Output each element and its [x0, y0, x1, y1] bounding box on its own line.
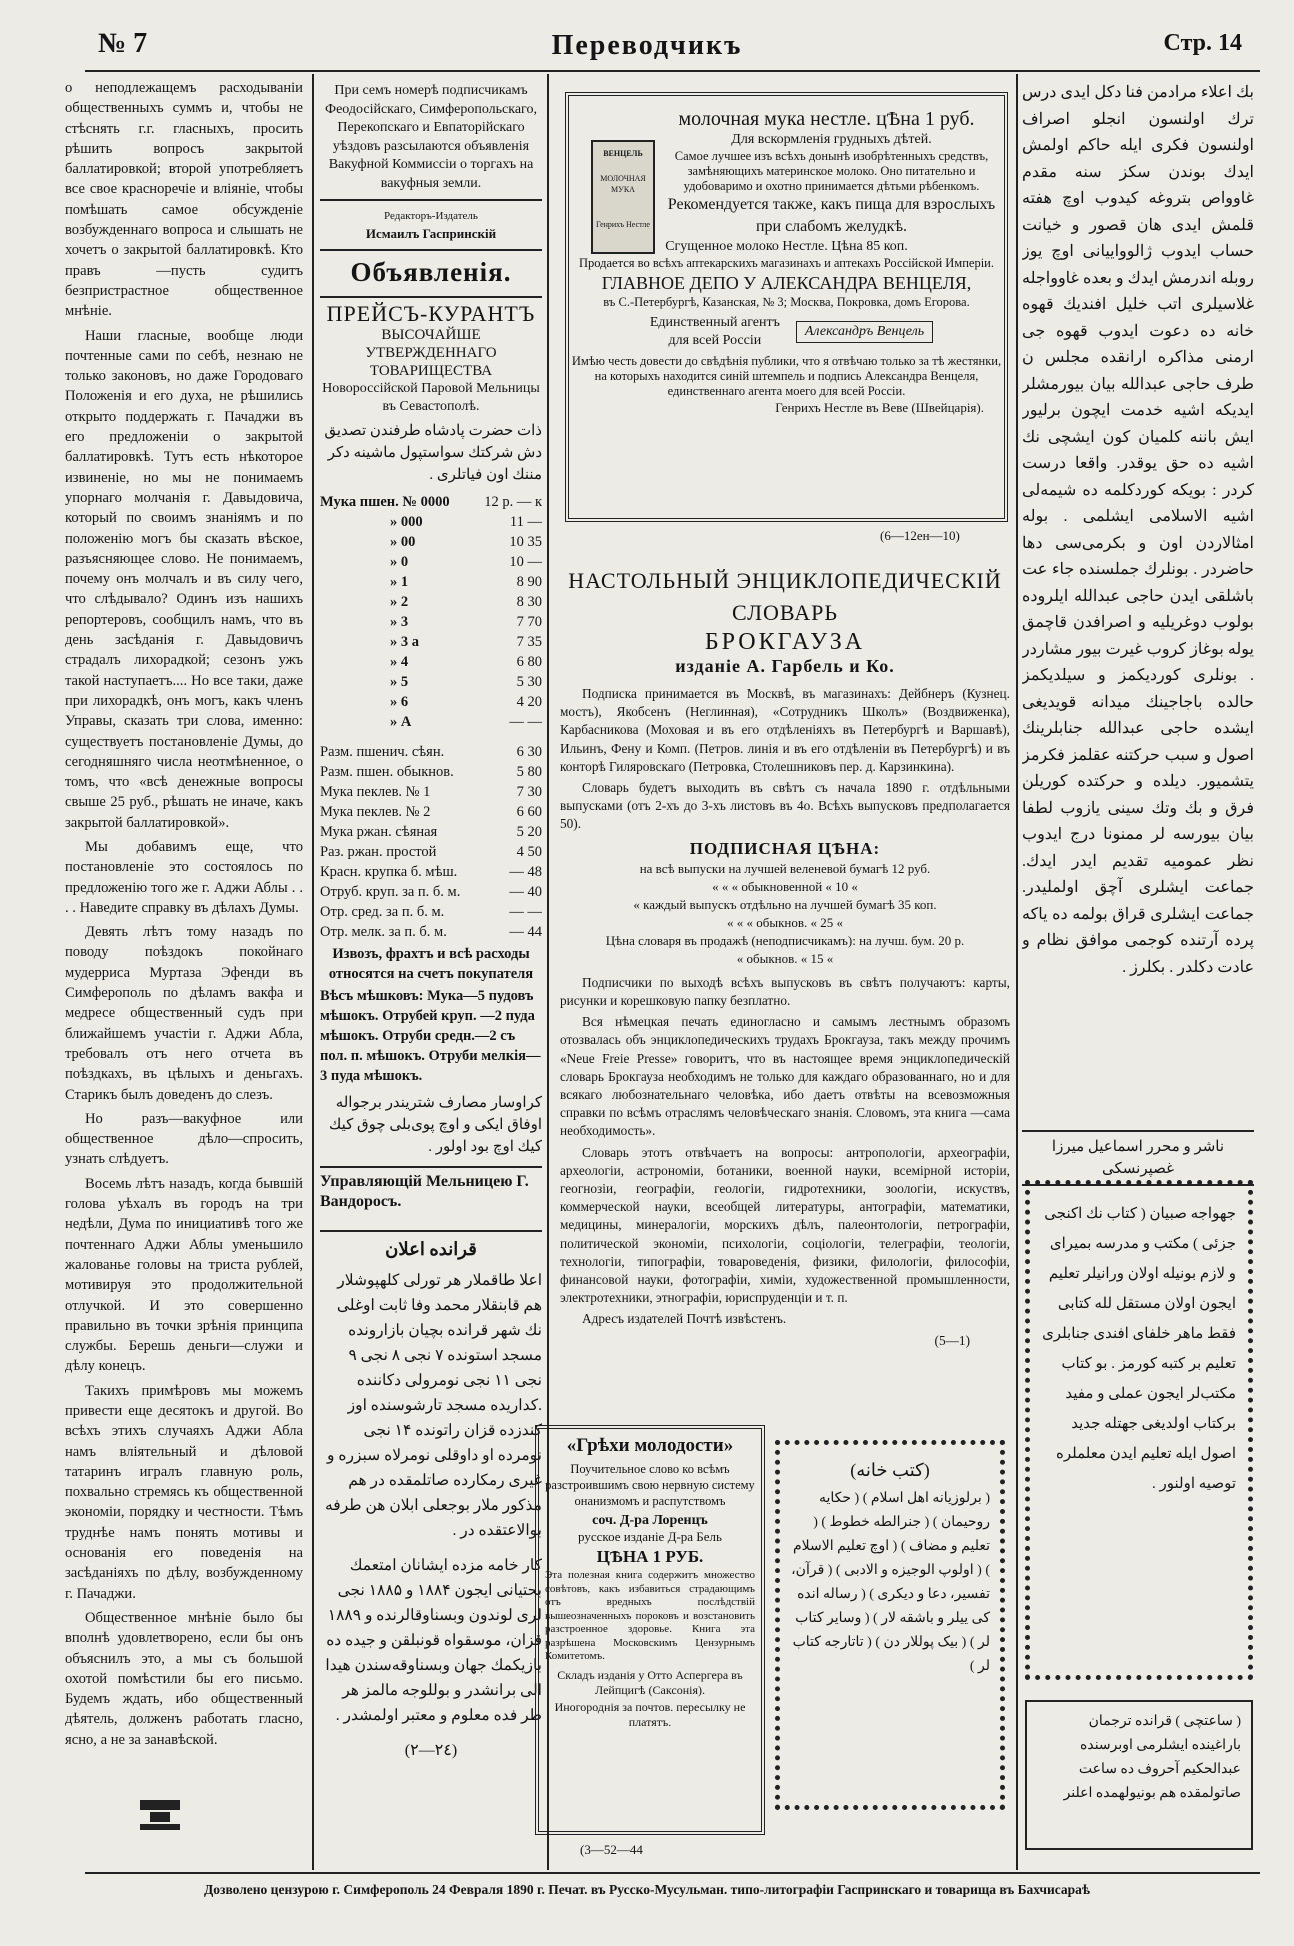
- product-price: — 40: [509, 884, 542, 900]
- flour-price: 10 —: [509, 554, 542, 570]
- vakuf-notice: При семъ номерѣ подписчикамъ Феодосiйскаго, Симферопольскаго, Перекопскаго и Евпаторiйскаго уѣздовъ разсылаются объявленiя Вакуфной Коммиссiи о торгахъ на вакуфныя земли.: [325, 83, 537, 191]
- kazan-ad-title: قرانده اعلان: [385, 1239, 477, 1259]
- flour-price-row: [320, 672, 542, 692]
- other-price-row: [320, 762, 542, 782]
- ads-heading: Объявленiя.: [350, 257, 512, 287]
- nestle-advert: [565, 92, 1008, 522]
- product-price: — —: [509, 904, 542, 920]
- sins-price: ЦѢНА 1 РУБ.: [596, 1547, 704, 1566]
- flour-grade: » 00: [390, 534, 416, 550]
- flour-price: 12 р. — к: [484, 494, 542, 510]
- product-price: — 44: [509, 924, 542, 940]
- article-paragraph: Мы добавимъ еще, что постановленiе это состоялось по предложенiю того же г. Аджи Аблы . . . . Наведите справку въ дѣлахъ Думы.: [65, 838, 303, 916]
- subscription-price-row: на всѣ выпуски на лучшей веленевой бумагѣ 12 руб.: [639, 860, 931, 876]
- watchmaker-text: ( ساعتچی ) قرانده ترجمان باراغینده ایشلرمی اوبرسنده عبدالحکیم آحروف ده ساعت صاتولمقده هم بونیولهمده اعلنر: [1063, 1714, 1241, 1801]
- flour-price-row: [320, 492, 542, 512]
- tin-label-bot: Генрихъ Нестле: [596, 220, 650, 229]
- flour-price-row: [320, 552, 542, 572]
- other-price-row: [320, 922, 542, 942]
- page-number: Стр. 14: [1163, 30, 1242, 56]
- product-name: Разм. пшен. обыкнов.: [320, 764, 454, 780]
- brockhaus-p4: Вся нѣмецкая печать единогласно и самымъ лестнымъ образомъ отозвалась объ энциклопедическихъ трудахъ Брокгауза, такъ между прочимъ «Neue Freie Presse» говоритъ, что въ настоящее время энциклопедическiй словарь Брокгауза необходимъ не только для каждаго образованнаго, но и для всякаго любознательнаго человѣка, ибо даетъ отвѣты на всевозможныя справки по всѣмъ отраслямъ человѣческаго знанiя. Словомъ, эта книга —сама необходимость».: [560, 1014, 1010, 1139]
- subscription-price-row: « « « обыкнов. « 25 «: [726, 914, 843, 930]
- agent-signature: Александръ Венцель: [796, 321, 933, 343]
- flour-price: 7 35: [516, 634, 542, 650]
- bookshop-advert: [775, 1440, 1005, 1810]
- flour-price: 5 30: [516, 674, 542, 690]
- article-paragraph: Но разъ—вакуфное или общественное дѣло—спросить, узнать слѣдуетъ.: [65, 1110, 303, 1168]
- other-price-row: [320, 782, 542, 802]
- brockhaus-p1: Подписка принимается въ Москвѣ, въ магазинахъ: Дейбнеръ (Кузнец. мостъ), Якобсенъ (Неглинная), «Сотрудникъ Школъ» (Воздвиженка), Карбасникова (Моховая и въ его отдѣленiяхъ въ Петербургѣ и Варшавѣ), Ильинъ, Фену и Комп. (Петров. линiя и въ его отдѣленiи въ Петербургѣ) и въ конторѣ Гиляровскаго (Петровка, Столешниковъ пер. д. Карзинкина).: [560, 686, 1010, 774]
- sins-of-youth-advert: [535, 1425, 765, 1835]
- nestle-sign-off: Генрихъ Нестле въ Веве (Швейцарiя).: [775, 400, 984, 415]
- issue-number: № 7: [98, 28, 148, 59]
- flour-grade: » 5: [390, 674, 409, 690]
- flour-price: 8 30: [516, 594, 542, 610]
- article-paragraph: Девять лѣтъ тому назадъ по поводу поѣздокъ покойнаго мудерриса Муртаза Эфенди въ Симферополь по дѣламъ вакфа и медресе общественный судъ при ближайшемъ участiи г. Аджи Абла, требовалъ отъ него отчета въ поѣздкахъ, въ цѣлыхъ и деньгахъ. Старикъ былъ доведенъ до слезъ.: [65, 924, 303, 1103]
- flour-price-row: [320, 572, 542, 592]
- flour-grade: » 6: [390, 694, 409, 710]
- editor-name: Исмаилъ Гаспринскiй: [365, 226, 497, 241]
- subscription-prices: [560, 860, 1010, 968]
- ornament-icon: [140, 1800, 180, 1840]
- flour-price-row: [320, 532, 542, 552]
- milk-tin-image: [591, 140, 655, 254]
- flour-price: — —: [509, 714, 542, 730]
- article-paragraph: Наши гласные, вообще люди почтенные сами по себѣ, незнаю не только законовъ, но даже Городоваго Положенiя и его духа, не рѣшились открыто поддержать г. Пачаджи въ его предложенiи о закрытой баллатировкѣ. Тутъ есть нѣкоторое извиненiе, но мы не понимаемъ упорнаго молчанiя г. Давыдовича, который по своимъ знанiямъ и по положенiю могъ бы сказать вѣское, разъясняющее слово. Не понимаемъ, почему онъ молчалъ и въ силу чего, что слѣдывало? Одинъ изъ нашихъ репортеровъ, сообщилъ намъ, что въ день засѣданiя г. Давыдовичъ страдалъ лихорадкой; сезонъ ужъ такой наступаетъ.... Но все таки, даже при лихорадкѣ, онъ могъ, какъ членъ Управы, сказать три слова, именно: существуетъ постановленiе Думы, до сегодняшняго числа неотмѣненное, о томъ, что «всѣ денежные вопросы свыше 25 руб., рѣшать не иначе, какъ закрытой баллатировкой».: [65, 327, 303, 831]
- other-price-row: [320, 842, 542, 862]
- subscription-price-row: « обыкнов. « 15 «: [736, 950, 834, 966]
- brockhaus-p5: Словарь этотъ отвѣчаетъ на вопросы: антропологiи, археографiи, археологiи, астрономiи, ботаники, военной науки, всемiрной исторiи, геогнозiи, географiи, геологiи, гидротехники, зоологiи, искуствъ, коммерческой науки, всеобщей литературы, антографiи, математики, медицины, минералогiи, морскихъ дѣлъ, палеонтологiи, петрографiи, политической экономiи, психологiи, соцiологiи, телеграфiи, теологiи, технологiи, типографiи, товароведенiя, физики, филологiи, философiи, финансовой науки, фотографiи, химiи, художественной промышленности, электротехники, этнографiи, юриспруденцiи и т. п.: [560, 1144, 1010, 1306]
- nestle-depot-address: въ С.-Петербургѣ, Казанская, № 3; Москва, Покровка, домъ Егорова.: [603, 295, 970, 309]
- article-paragraph: Такихъ примѣровъ мы можемъ привести еще десятокъ и другой. Во всѣхъ этихъ случаяхъ Аджи Абла намъ влiятельный и дѣловой татаринъ игралъ главную роль, похвально стремясь къ общественной экономiи, порядку и честности. Тѣмъ труднѣе намъ понять мотивы и основанiя его поведенiя на засѣданiяхъ по дѣлу, возбужденному г. Пачаджи.: [65, 1382, 303, 1602]
- bookshop-text: ( برلوزیانه اهل اسلام ) ( حکایه روحیمان ) ( جنرالطه خطوط ) ( تعلیم و مضاف ) ( اوچ تعلیم الاسلام ) ( اولوپ الوجیزه و الادبی ) ( قرآن، تفسیر، دعا و دیکری ) ( رساله انده کی ییلر و باشقه لار ) ( وسایر کتاب لر ) ( بیک پوللار دن ) ( تاتارجه کتاب لر ): [791, 1491, 990, 1674]
- flour-grade: Мука пшен. № 0000: [320, 494, 450, 510]
- nestle-honor-note: Имѣю честь довести до свѣдѣнiя публики, что я отвѣчаю только за тѣ жестянки, на которыхъ находится синiй штемпель и подпись Александра Венцеля, единственнаго агента моего для всей Россiи.: [571, 354, 1002, 398]
- product-name: Мука ржан. сѣяная: [320, 824, 438, 840]
- price-list-title: ПРЕЙСЪ-КУРАНТЪ: [326, 301, 536, 326]
- nestle-agent-row: [569, 314, 1004, 350]
- brockhaus-body: [560, 685, 1010, 1350]
- kazan-ad-text: اعلا طاقملار هر تورلی کلهپوشلار هم قابنقلار محمد وفا ثابت اوغلی نك شهر قرانده بچیان بازارونده مسجد استونده ۷ نجی ۸ نجی ۹ نجی ۱۱ نجی نومرولی دکاننده .کداریده مسجد تارشوسنده اوز کندزده قزان راتونده ۱۴ نجی نومرده او داوقلی نومرلاه سبزره و غیری رمکارده صاتلمقده در هم مذکور ملار بوجعلی ابلان هن طرفه بوالاعتقده در .: [325, 1272, 542, 1539]
- brockhaus-name: БРОКГАУЗА: [704, 629, 866, 655]
- ottoman-article-column: [1022, 80, 1254, 1120]
- tin-label-mid: МОЛОЧНАЯ МУКА: [600, 174, 646, 194]
- flour-price: 7 70: [516, 614, 542, 630]
- editor-block: [320, 207, 542, 243]
- subscription-price-row: « « « обыкновенной « 10 «: [712, 878, 858, 894]
- flour-price: 4 20: [516, 694, 542, 710]
- watchmaker-advert: [1025, 1700, 1253, 1850]
- publisher-line: [1022, 1130, 1254, 1186]
- brockhaus-address: Адресъ издателей Почтѣ извѣстенъ.: [582, 1311, 787, 1327]
- other-price-list: [320, 742, 542, 942]
- flour-grade: » 000: [390, 514, 423, 530]
- shipping-note: Извозъ, фрахтъ и всѣ расходы относятся на счетъ покупателя: [328, 946, 534, 982]
- product-price: 6 60: [516, 804, 542, 820]
- subscription-heading: ПОДПИСНАЯ ЦѢНА:: [689, 838, 881, 858]
- nestle-title: молочная мука нестле. цѢна 1 руб.: [678, 108, 975, 130]
- brockhaus-edition: изданiе А. Гарбель и Ко.: [675, 656, 895, 676]
- flour-price-row: [320, 512, 542, 532]
- product-name: Мука пеклев. № 1: [320, 784, 431, 800]
- flour-price: 10 35: [509, 534, 542, 550]
- flour-price: 6 80: [516, 654, 542, 670]
- flour-grade: » 3: [390, 614, 409, 630]
- flour-price-row: [320, 632, 542, 652]
- subscription-price-row: Цѣна словаря въ продажѣ (неподписчикамъ): на лучш. бум. 20 р.: [605, 932, 965, 948]
- subscription-price-row: « каждый выпускъ отдѣльно на лучшей бумагѣ 35 коп.: [633, 896, 937, 912]
- kazan-ad-number: (۲—۲٤): [404, 1742, 458, 1759]
- flour-price-list: [320, 492, 542, 732]
- sins-author: соч. Д-ра Лоренцъ: [592, 1513, 708, 1528]
- sins-title: «Грѣхи молодости»: [566, 1435, 734, 1456]
- page-header: [0, 22, 1294, 66]
- other-price-row: [320, 742, 542, 762]
- flour-price-row: [320, 592, 542, 612]
- product-price: 5 80: [516, 764, 542, 780]
- product-price: 6 30: [516, 744, 542, 760]
- price-list-rtl-intro: ذات حضرت پادشاه طرفندن تصدیق دش شرکتك سواستپول ماشینه دکر مننك اون فیاتلری .: [324, 423, 542, 483]
- price-list-mill: Новороссiйской Паровой Мельницы въ Севастополѣ.: [322, 381, 540, 414]
- product-price: 4 50: [516, 844, 542, 860]
- product-price: 5 20: [516, 824, 542, 840]
- column-rule-3: [1016, 74, 1018, 1870]
- bookshop-title: (کتب خانه): [850, 1460, 930, 1480]
- censorship-footer: Дозволено цензурою г. Симферополь 24 Февраля 1890 г. Печат. въ Русско-Мусульман. типо-литографiи Гаспринскаго и товарища въ Бахчисараѣ: [203, 1882, 1090, 1897]
- flour-price: 8 90: [516, 574, 542, 590]
- flour-grade: » 0: [390, 554, 409, 570]
- flour-grade: » 3 а: [390, 634, 419, 650]
- article-paragraph: Восемь лѣтъ назадъ, когда бывшiй голова уѣхалъ въ городъ на три недѣли, Дума по инициативѣ того же почтеннаго Аджи Аблы уменьшило жалованье головы на триста рублей, мотивируя это продолжительной отлучкой. И это совершенно правильно въ точки зрѣнiя принципа службы. Берешь деньги—служи и дѣлу конецъ.: [65, 1175, 303, 1375]
- flour-price-row: [320, 692, 542, 712]
- flour-price-row: [320, 612, 542, 632]
- brockhaus-number: (5—1): [934, 1332, 970, 1348]
- product-price: 7 30: [516, 784, 542, 800]
- flour-grade: » А: [390, 714, 412, 730]
- other-price-row: [320, 862, 542, 882]
- product-name: Отруб. круп. за п. б. м.: [320, 884, 461, 900]
- flour-grade: » 1: [390, 574, 409, 590]
- mill-manager: Управляющiй Мельницею Г. Вандоросъ.: [320, 1173, 529, 1210]
- product-name: Разм. пшенич. сѣян.: [320, 744, 445, 760]
- nestle-line-4: Сгущенное молоко Нестле. Цѣна 85 коп.: [665, 239, 908, 254]
- brockhaus-p2: Словарь будетъ выходить въ свѣтъ съ начала 1890 г. отдѣльными выпусками (отъ 2-хъ до 3-хъ листовъ въ 4о. Всѣхъ выпусковъ предполагается 50).: [560, 780, 1010, 832]
- product-name: Раз. ржан. простой: [320, 844, 437, 860]
- other-price-row: [320, 882, 542, 902]
- brockhaus-title: НАСТОЛЬНЫЙ ЭНЦИКЛОПЕДИЧЕСКIЙ СЛОВАРЬ: [568, 568, 1002, 625]
- nestle-line-2: Самое лучшее изъ всѣхъ донынѣ изобрѣтенныхъ средствъ, замѣняющихъ материнское молоко. Оно питательно и удобоваримо и охотно принимается дѣтьми рѣбенкомъ.: [674, 149, 989, 193]
- sins-number: (3—52—44: [580, 1842, 643, 1857]
- ottoman-article-text: بك اعلاء مرادمن فنا دکل ایدی درس ترك اولنسون انجلو اصراف اولنسون فکری ایله حاکم اولمش ایدك بوندن سکز سنه مقدم غاوواص بتروغه کیدوب اوچ هفته قلمش ایدی هان قصور و خیانت حساب ایدوب ژالوواییانی اوچ یوز روبله اندرمش ایدك و بعده غاوواجله غلاسیلری اتب خلیل افندیك قهوه خانه ده دعوت ایدوب قهوه جی ارمنی مذاکره ارانقده مجلس ن طرف حاجی عبدالله بیان بیورمشلر ایدیکه اشیه خدمت ایچون برلیور ایش باننه کلمیان کون ایشچی نك اشیه ده حق یوقدر. واقعا درست کردر : بویکه کوردکلمه ده شیمه‌لی اشیه الاسلامی ایشلمی . بوله امثالاردن اون و بکرمی‌سی دها حاضردر . بونلرك جملسنده جاء عت باشلقی ایدن حاجی عبدالله ایلروده بولوب دوغریلیه و اصرافدن قاچمق یوله بوغاز کروب غیرت بیور مشاردر . بونلری کوردیکمز و سیلدیکمز حالده باجاجینك میدانه قویدیغی ایشده حاجی عبدالله جنابلرینك اصول و سبب حرکتنه عقلمز فکرمز یتشمیور. دیلده و حرکتده کوریلن فرق و بك وتك سینی یازوب لطفا بیان بیورسه لر ممنونا درج ایدوب نظر عمومیه تقدیم ایدر ایدك. جماعت ایشلری آچق اولملیدر. جماعت ایشلری قراق بولمه ده یاکه پرده آرتنده کوجمی موافق نظام و عادت دکلدر . بکلرز .: [1022, 84, 1254, 976]
- article-paragraph: о неподлежащемъ расходыванiи общественныхъ суммъ и, чтобы не стѣснять г.г. гласныхъ, просить рѣшить вопросъ закрытой баллатировкой; второй употребляетъ все свое красноречiе и влiянiе, чтобы помѣшать самое обсужденiе возбужденнаго вопроса и слышать не хочетъ о закрытой баллатировкѣ. Кто правъ —пусть судитъ безпристрастное общественное мнѣнiе.: [65, 80, 303, 320]
- article-column: [65, 78, 303, 1788]
- column-rule-1: [312, 74, 314, 1870]
- sins-depot: Складъ изданiя у Отто Аспергера въ Лейпцигѣ (Саксонiя).: [557, 1667, 743, 1697]
- sins-foreign: Иногороднiя за почтов. пересылку не платятъ.: [554, 1699, 746, 1729]
- editor-label: Редакторъ-Издатель: [384, 210, 478, 222]
- sins-description: Поучительное слово ко всѣмъ разстроившимъ свою нервную систему онанизмомъ и распутствомъ: [545, 1462, 755, 1508]
- header-rule: [85, 70, 1260, 72]
- sack-weights-rtl: كراوسار مصارف شتریندر برجواله اوفاق ایکی و اوچ پوی‌بلی چوق کیك كیك اوچ بود اولور .: [328, 1095, 542, 1155]
- tin-label-top: ВЕНЦЕЛЬ: [603, 149, 643, 158]
- flour-grade: » 2: [390, 594, 409, 610]
- nestle-depot: ГЛАВНОЕ ДЕПО У АЛЕКСАНДРА ВЕНЦЕЛЯ,: [601, 273, 972, 293]
- nestle-line-1: Для вскормленiя грудныхъ дѣтей.: [731, 132, 932, 147]
- kazan-ad-text-2: کار خامه مزده ایشانان امتعمك بحتیانی ایجون ۱۸۸۴ و ۱۸۸۵ نجی لری لوندون وبسناوقالرنده و ۱۸۸۹ قزان، موسقواه قونبلقن و جیده ده بازیکمك جهان وبسناوقه‌سندن هیدا الی برانشدر و بوللوجه مالمز هر طر فده معلوم و معتبر اولمشدر .: [325, 1557, 542, 1724]
- price-list-company: ВЫСОЧАЙШЕ УТВЕРЖДЕННАГО ТОВАРИЩЕСТВА: [365, 327, 497, 379]
- product-price: — 48: [509, 864, 542, 880]
- school-book-text: جهواجه صبیان ( کتاب نك اکنجی جزئی ) مكتب و مدرسه بمیرای و لازم بونیله اولان ورانیلر تعلیم ایجون اولان مستقل لله کتابی فقط ماهر خلفای افندی جنابلری تعلیم بر کتبه کورمز . بو کتاب مکتب‌لر ایجون عملی و مفید برکتاب اولدیغی جهتله جدید اصول ایله تعلیم ایدن معلملره توصیه اولنور .: [1042, 1206, 1236, 1492]
- school-book-advert: [1025, 1180, 1253, 1680]
- nestle-line-5: Продается во всѣхъ аптекарскихъ магазинахъ и аптекахъ Россiйской Имперiи.: [578, 256, 994, 270]
- other-price-row: [320, 802, 542, 822]
- sins-edition: русское изданiе Д-ра Бель: [578, 1529, 722, 1544]
- brockhaus-p3: Подписчики по выходѣ всѣхъ выпусковъ въ свѣтъ получаютъ: карты, рисунки и корешковую папку безплатно.: [560, 974, 1010, 1009]
- flour-price-row: [320, 712, 542, 732]
- footer-rule: [85, 1872, 1260, 1874]
- sack-weights: Вѣсъ мѣшковъ: Мука—5 пудовъ мѣшокъ. Отрубей круп. —2 пуда мѣшокъ. Отруби средн.—2 съ пол. п. мѣшокъ. Отруби мелкiя—3 пуда мѣшокъ.: [320, 988, 541, 1084]
- product-name: Отр. мелк. за п. б. м.: [320, 924, 447, 940]
- newspaper-title: Переводчикъ: [551, 30, 743, 61]
- other-price-row: [320, 822, 542, 842]
- flour-grade: » 4: [390, 654, 409, 670]
- other-price-row: [320, 902, 542, 922]
- sins-text: Эта полезная книга содержитъ множество совѣтовъ, какъ избавиться страдающимъ отъ вредныхъ послѣдствiй вышеозначенныхъ пороковъ и возстановить разстроенное здоровье. Книга эта разрѣшена Московскимъ Цензурнымъ Комитетомъ.: [545, 1569, 755, 1662]
- nestle-line-3: Рекомендуется также, какъ пища для взрослыхъ при слабомъ желудкѣ.: [667, 196, 996, 235]
- product-name: Мука пеклев. № 2: [320, 804, 431, 820]
- flour-price-row: [320, 652, 542, 672]
- publisher-name: ناشر و محرر اسماعیل میرزا غصپرنسکی: [1051, 1139, 1225, 1177]
- brockhaus-advert: [560, 565, 1010, 1405]
- notices-column: [320, 82, 542, 1872]
- product-name: Отр. сред. за п. б. м.: [320, 904, 445, 920]
- flour-price: 11 —: [509, 514, 542, 530]
- article-paragraph: Общественное мнѣнiе было бы вполнѣ удовлетворено, если бы онъ объяснилъ это, а мы съ большой охотой помѣстили бы его письмо. Будемъ ждать, ибо общественный дѣятель, долженъ работать гласно, ясно, а не за занавѣской.: [65, 1609, 303, 1748]
- nestle-ad-number: (6—12ен—10): [880, 528, 960, 543]
- nestle-agent: Единственный агентъ для всей Россiи: [649, 315, 780, 348]
- product-name: Красн. крупка б. мѣш.: [320, 864, 458, 880]
